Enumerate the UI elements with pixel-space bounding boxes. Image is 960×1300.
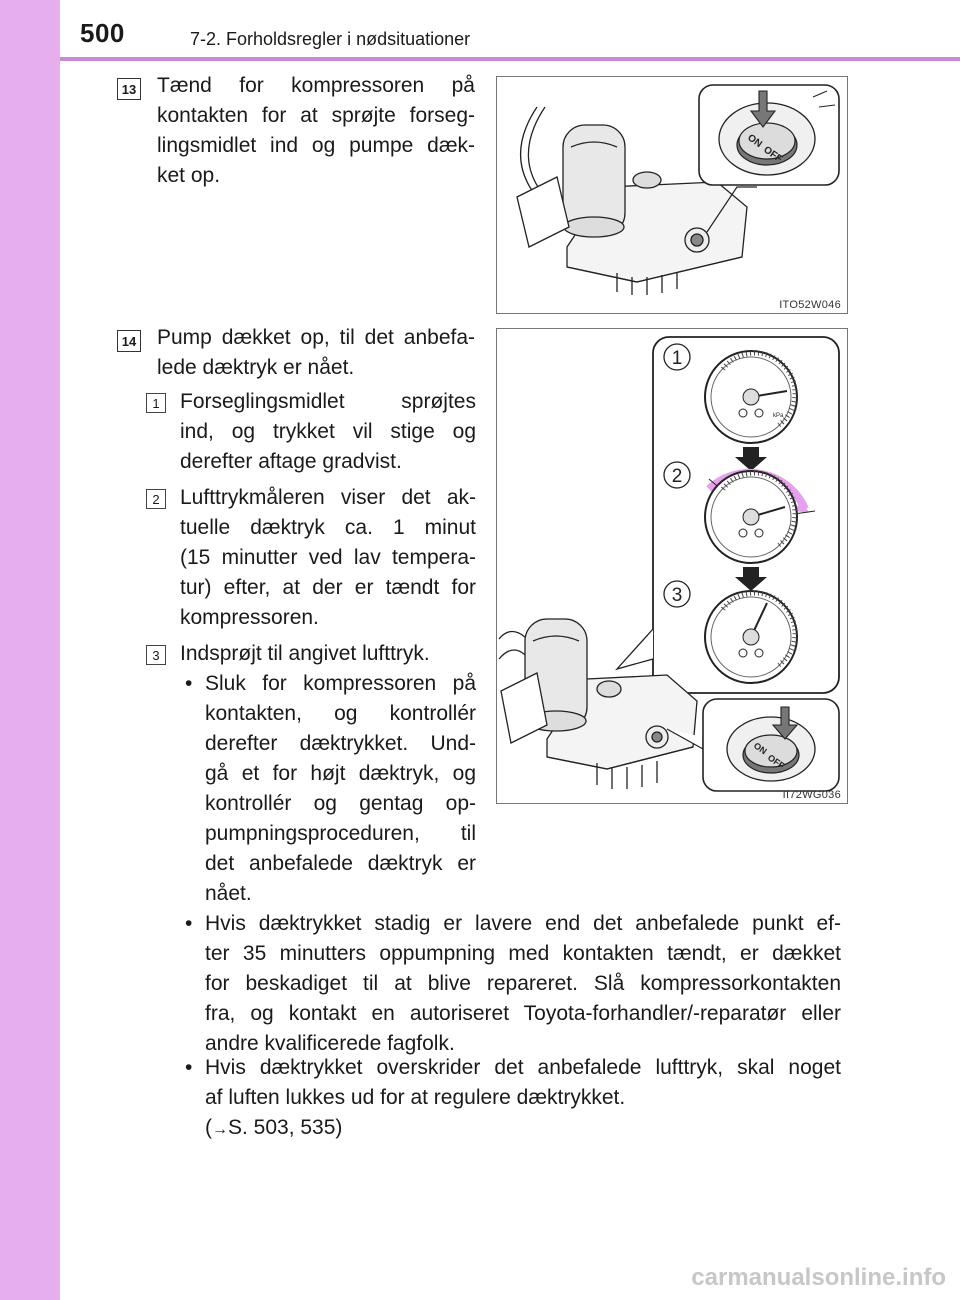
bullet-dot: • <box>185 1056 193 1079</box>
gauge-illustration <box>497 329 847 803</box>
switch-on-label: ON <box>751 740 769 757</box>
ref-text: S. 503, 535) <box>228 1116 343 1139</box>
text-line: Sluk for kompressoren på <box>205 672 476 695</box>
ref-paren: ( <box>205 1116 212 1139</box>
text-line: kompressoren. <box>180 606 319 629</box>
text-line: lingsmidlet ind og pumpe dæk- <box>157 134 475 157</box>
figure-code: ITO52W046 <box>779 299 841 311</box>
item-1-text <box>180 387 476 477</box>
compressor-illustration <box>497 77 847 313</box>
text-line: nået. <box>205 882 252 905</box>
section-title: 7-2. Forholdsregler i nødsituationer <box>190 29 471 49</box>
footer-watermark: carmanualsonline.info <box>691 1264 946 1291</box>
text-line: Tænd for kompressoren på <box>157 74 475 97</box>
text-line: tuelle dæktryk ca. 1 minut <box>180 516 476 539</box>
bullet-dot: • <box>185 912 193 935</box>
text-line: det anbefalede dæktryk er <box>205 852 476 875</box>
text-line: andre kvalificerede fagfolk. <box>205 1032 455 1055</box>
callout-2-label: 2 <box>671 466 683 487</box>
text-line: fra, og kontakt en autoriseret Toyota-forhandler/-reparatør eller <box>205 1002 841 1025</box>
callout-1-label: 1 <box>671 348 683 369</box>
item-3-text <box>180 639 476 669</box>
text-line: ket op. <box>157 164 221 187</box>
bullet-pressure-low <box>185 909 841 1059</box>
gauge-unit-label: kPa <box>773 413 784 419</box>
text-line: derefter dæktrykket. Und- <box>205 732 476 755</box>
step-13-badge: 13 <box>117 78 141 100</box>
callout-3-label: 3 <box>671 585 683 606</box>
item-1-badge: 1 <box>146 393 166 413</box>
text-line: gå et for højt dæktryk, og <box>205 762 476 785</box>
item-2-text <box>180 483 476 633</box>
bullet-turn-off <box>185 669 476 909</box>
step-14-badge: 14 <box>117 330 141 352</box>
item-2-badge: 2 <box>146 489 166 509</box>
text-line: ter 35 minutters oppumpning med kontakten tændt, er dækket <box>205 942 841 965</box>
text-line: (15 minutter ved lav tempera- <box>180 546 476 569</box>
bullet-dot: • <box>185 672 193 695</box>
text-line: Pump dækket op, til det anbefa- <box>157 326 475 349</box>
text-line: Indsprøjt til angivet lufttryk. <box>180 642 430 665</box>
callout-2 <box>664 462 690 488</box>
item-3-badge: 3 <box>146 645 166 665</box>
pressure-gauge-1 <box>705 351 797 443</box>
text-line: for beskadiget til at blive repareret. Slå kompressorkontakten <box>205 972 841 995</box>
text-line: kontakten, og kontrollér <box>205 702 476 725</box>
figure-code: II72WG036 <box>782 789 841 801</box>
switch-off-label: OFF <box>765 752 787 771</box>
ref-arrow-icon: → <box>212 1121 228 1138</box>
text-line: af luften lukkes ud for at regulere dæktrykket. <box>205 1086 626 1109</box>
text-line: Lufttrykmåleren viser det ak- <box>180 486 476 509</box>
pressure-gauge-3 <box>705 591 797 683</box>
text-line: Hvis dæktrykket stadig er lavere end det anbefalede punkt ef- <box>205 912 841 935</box>
text-line: Forseglingsmidlet sprøjtes <box>180 390 476 413</box>
text-line: derefter aftage gradvist. <box>180 450 402 473</box>
gauge-figure <box>496 328 848 804</box>
page-reference[interactable] <box>205 1113 841 1145</box>
text-line: lede dæktryk er nået. <box>157 356 355 379</box>
callout-3 <box>664 581 690 607</box>
switch-off-label: OFF <box>761 144 784 165</box>
callout-1 <box>664 344 690 370</box>
compressor-figure <box>496 76 848 314</box>
text-line: ind, og trykket vil stige og <box>180 420 476 443</box>
text-line: Hvis dæktrykket overskrider det anbefalede lufttryk, skal noget <box>205 1056 841 1079</box>
switch-on-label: ON <box>745 132 764 151</box>
text-line: kontrollér og gentag op- <box>205 792 476 815</box>
step-14-text <box>157 323 475 383</box>
text-line: kontakten for at sprøjte forseg- <box>157 104 475 127</box>
step-13-text <box>157 71 475 191</box>
header-rule <box>60 57 960 61</box>
bullet-pressure-high <box>185 1053 841 1145</box>
side-color-band <box>0 0 60 1300</box>
text-line: tur) efter, at der er tændt for <box>180 576 476 599</box>
text-line: pumpningsproceduren, til <box>205 822 476 845</box>
page-number: 500 <box>80 18 125 48</box>
